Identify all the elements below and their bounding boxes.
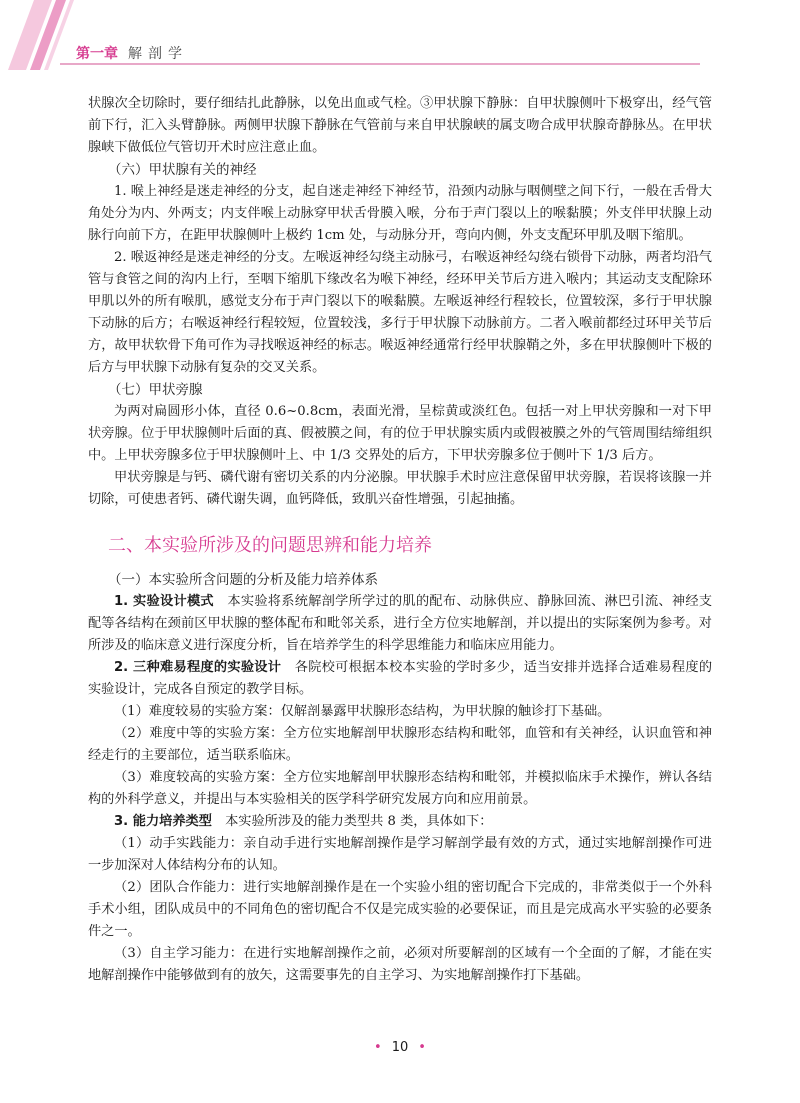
bullet-left-icon: •: [374, 1040, 382, 1055]
item-1-label: 1. 实验设计模式: [114, 594, 214, 609]
chapter-section-heading: 二、本实验所涉及的问题思辨和能力培养: [108, 535, 432, 556]
item-1-text: 本实验将系统解剖学所学过的肌的配布、动脉供应、静脉回流、淋巴引流、神经支配等各结构在颈前区甲状腺的整体配布和毗邻关系，进行全方位实地解剖，并以提出的实际案例为参考。对所涉及的临床意义进行深度分析，旨在培养学生的科学思维能力和临床应用能力。: [88, 594, 713, 653]
paragraph-nerve-1: 1. 喉上神经是迷走神经的分支，起自迷走神经下神经节，沿颈内动脉与咽侧壁之间下行，一般在舌骨大角处分为内、外两支；内支伴喉上动脉穿甲状舌骨膜入喉，分布于声门裂以上的喉黏膜；外支伴甲状腺上动脉行向前下方，在距甲状腺侧叶上极约 1cm 处，与动脉分开，弯向内侧，外支支配环甲肌及咽下缩肌。: [88, 184, 712, 243]
section-heading-7: （七）甲状旁腺: [108, 382, 203, 398]
item-2: [88, 657, 712, 701]
item-2-text: 各院校可根据本校本实验的学时多少，适当安排并选择合适难易程度的实验设计，完成各自预定的教学目标。: [88, 660, 713, 697]
paragraph-intro: 状腺次全切除时，要仔细结扎此静脉，以免出血或气栓。③甲状腺下静脉：自甲状腺侧叶下极穿出，经气管前下行，汇入头臂静脉。两侧甲状腺下静脉在气管前与来自甲状腺峡的属支吻合成甲状腺奇静脉丛。在甲状腺峡下做低位气管切开术时应注意止血。: [88, 96, 712, 155]
ability-3: （3）自主学习能力：在进行实地解剖操作之前，必须对所要解剖的区域有一个全面的了解，才能在实地解剖操作中能够做到有的放矢，这需要事先的自主学习、为实地解剖操作打下基础。: [88, 946, 712, 983]
ability-2: （2）团队合作能力：进行实地解剖操作是在一个实验小组的密切配合下完成的，非常类似于一个外科手术小组，团队成员中的不同角色的密切配合不仅是完成实验的必要保证，而且是完成高水平实验的必要条件之一。: [88, 880, 712, 939]
page-number: 10: [391, 1040, 409, 1055]
paragraph-parathyroid-2: 甲状旁腺是与钙、磷代谢有密切关系的内分泌腺。甲状腺手术时应注意保留甲状旁腺，若误将该腺一并切除，可使患者钙、磷代谢失调，血钙降低，致肌兴奋性增强，引起抽搐。: [88, 470, 712, 507]
running-header: [76, 43, 188, 63]
page-body: [88, 93, 712, 987]
item-1: [88, 591, 712, 657]
design-1: （1）难度较易的实验方案：仅解剖暴露甲状腺形态结构，为甲状腺的触诊打下基础。: [114, 704, 611, 719]
design-2: （2）难度中等的实验方案：全方位实地解剖甲状腺形态结构和毗邻，血管和有关神经，认识血管和神经走行的主要部位，适当联系临床。: [88, 726, 712, 763]
chapter-label: 第一章: [76, 46, 118, 62]
item-3: [88, 811, 712, 833]
bullet-right-icon: •: [418, 1040, 426, 1055]
item-3-text: 本实验所涉及的能力类型共 8 类，具体如下：: [225, 814, 493, 829]
subject-label: 解剖学: [128, 46, 188, 62]
section-heading-6: （六）甲状腺有关的神经: [108, 162, 257, 178]
ability-1: （1）动手实践能力：亲自动手进行实地解剖操作是学习解剖学最有效的方式，通过实地解剖操作可进一步加深对人体结构分布的认知。: [88, 836, 712, 873]
item-3-label: 3. 能力培养类型: [114, 814, 212, 829]
page-footer: [0, 1040, 800, 1055]
paragraph-parathyroid-1: 为两对扁圆形小体，直径 0.6~0.8cm，表面光滑，呈棕黄或淡红色。包括一对上甲状旁腺和一对下甲状旁腺。位于甲状腺侧叶后面的真、假被膜之间，有的位于甲状腺实质内或假被膜之外的气管周围结缔组织中。上甲状旁腺多位于甲状腺侧叶上、中 1/3 交界处的后方，下甲状旁腺多位于侧叶下 1/3 后方。: [88, 404, 712, 463]
design-3: （3）难度较高的实验方案：全方位实地解剖甲状腺形态结构和毗邻，并模拟临床手术操作，辨认各结构的外科学意义，并提出与本实验相关的医学科学研究发展方向和应用前景。: [88, 770, 712, 807]
paragraph-nerve-2: 2. 喉返神经是迷走神经的分支。左喉返神经勾绕主动脉弓，右喉返神经勾绕右锁骨下动脉，两者均沿气管与食管之间的沟内上行，至咽下缩肌下缘改名为喉下神经，经环甲关节后方进入喉内；其运动支支配除环甲肌以外的所有喉肌，感觉支分布于声门裂以下的喉黏膜。左喉返神经行程较长，位置较深，多行于甲状腺下动脉的后方；右喉返神经行程较短，位置较浅，多行于甲状腺下动脉前方。二者入喉前都经过环甲关节后方，故甲状软骨下角可作为寻找喉返神经的标志。喉返神经通常行经甲状腺鞘之外，多在甲状腺侧叶下极的后方与甲状腺下动脉有复杂的交叉关系。: [88, 250, 712, 375]
subsection-heading-1: （一）本实验所含问题的分析及能力培养体系: [108, 572, 378, 588]
item-2-label: 2. 三种难易程度的实验设计: [114, 660, 282, 675]
header-rule: [60, 63, 700, 65]
